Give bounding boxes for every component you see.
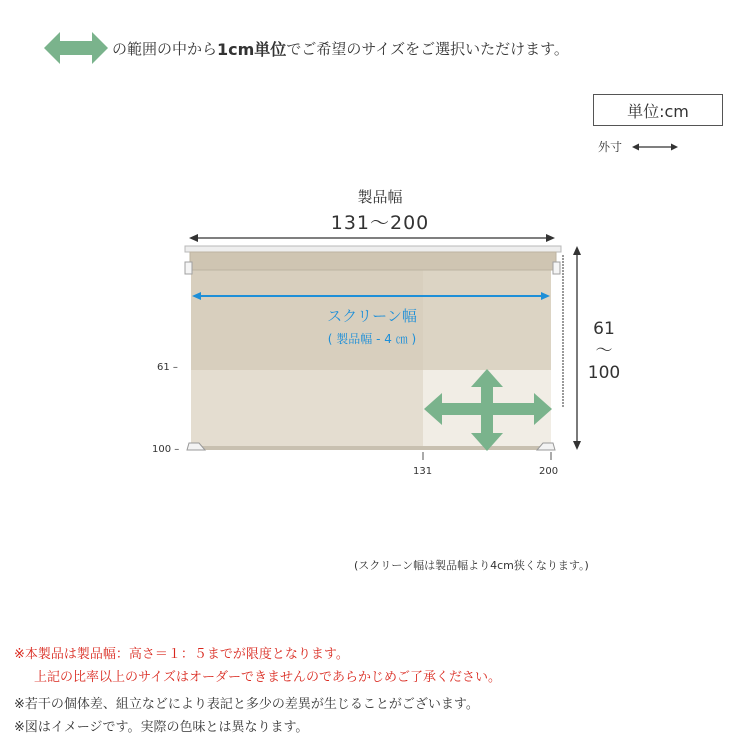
image-note: ※図はイメージです。実際の色味とは異なります。 — [14, 720, 309, 735]
screen-width-label: スクリーン幅 — [327, 307, 417, 325]
ratio-limit-note: ※本製品は製品幅：高さ＝１：５までが限度となります。 — [14, 647, 349, 662]
headline-text-2: でご希望のサイズをご選択いただけます。 — [286, 39, 569, 58]
blind-fabric-lower-left — [191, 370, 423, 449]
screen-width-formula: ( 製品幅 - 4 ㎝ ) — [327, 332, 417, 346]
headline-unit: 1cm単位 — [217, 39, 287, 59]
product-width-range: 131～200 — [330, 212, 430, 234]
headline-text-1: の範囲の中から — [112, 39, 218, 58]
height-max: 100 — [587, 363, 621, 383]
variance-note: ※若干の個体差、組立などにより表記と多少の差異が生じることがございます。 — [14, 697, 479, 712]
roller-cover — [190, 252, 556, 270]
product-height-arrow — [573, 246, 581, 450]
order-limit-note: 上記の比率以上のサイズはオーダーできませんのであらかじめご了承ください。 — [34, 670, 501, 685]
bracket-right — [553, 262, 560, 274]
bracket-left — [185, 262, 192, 274]
product-width-arrow — [189, 234, 555, 242]
height-tilde: ～ — [595, 341, 613, 361]
product-width-title: 製品幅 — [357, 188, 403, 206]
tick-200-label: 200 — [539, 466, 559, 477]
tick-100-label: 100 – — [152, 444, 180, 455]
head-rail — [185, 246, 561, 252]
outer-dimension-label: 外寸 — [598, 140, 623, 154]
tick-61-label: 61 – — [157, 362, 178, 373]
tick-131-label: 131 — [413, 466, 433, 477]
bottom-bar — [191, 446, 551, 450]
screen-width-note: (スクリーン幅は製品幅より4cm狭くなります。) — [354, 559, 589, 572]
unit-box: 単位:cm — [593, 94, 723, 126]
height-min: 61 — [593, 319, 615, 339]
